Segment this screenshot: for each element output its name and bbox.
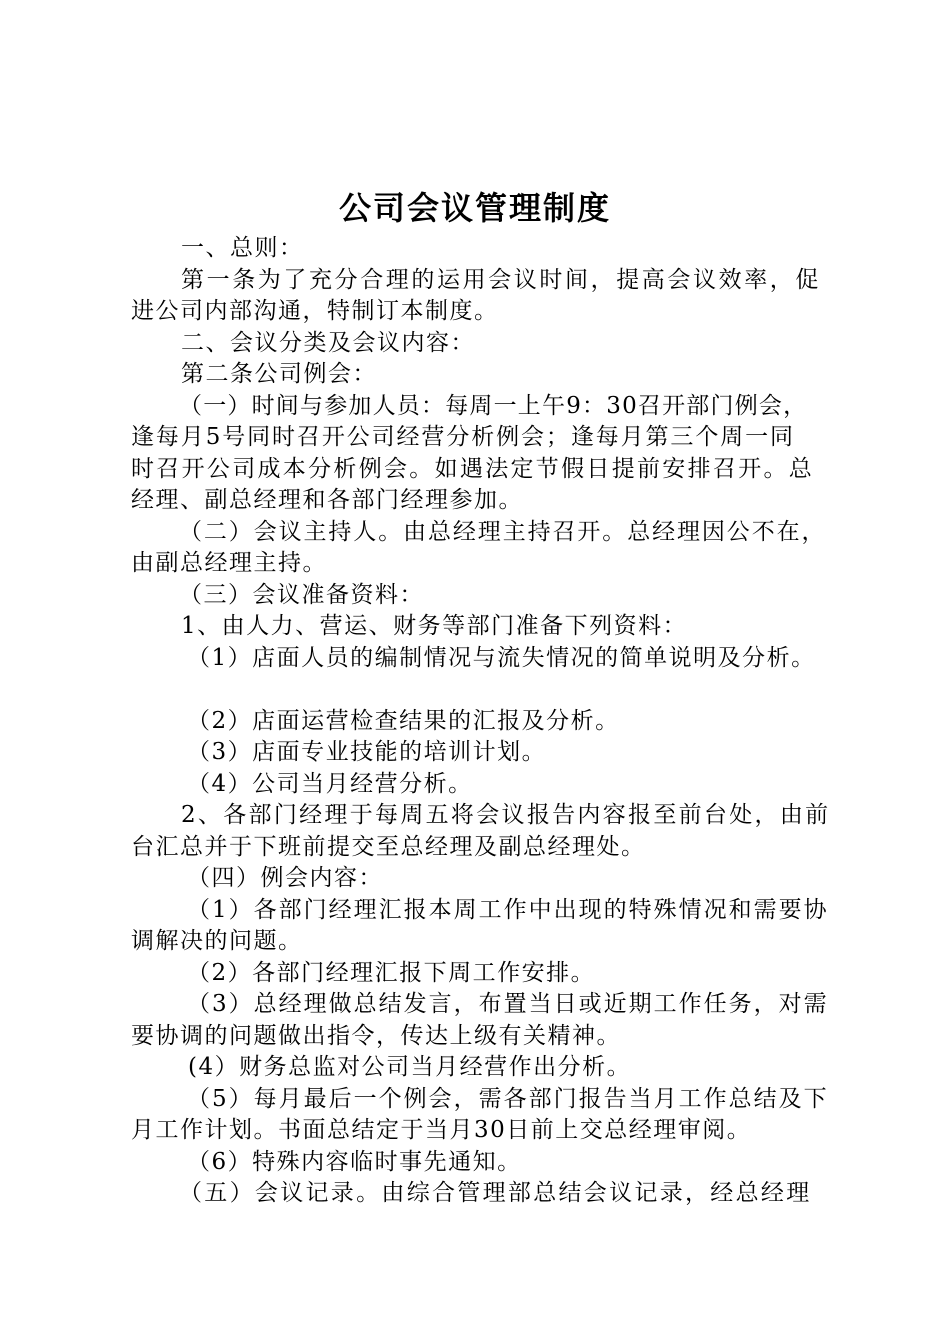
paragraph-line: （三）会议准备资料： (179, 581, 424, 608)
list-item: （3）店面专业技能的培训计划。 (187, 739, 547, 765)
list-item: 1、由人力、营运、财务等部门准备下列资料： (181, 613, 688, 639)
paragraph-line: 时召开公司成本分析例会。如遇法定节假日提前安排召开。总 (131, 455, 815, 482)
list-item: （6）特殊内容临时事先通知。 (187, 1148, 522, 1175)
list-item: （3）总经理做总结发言，布置当日或近期工作任务，对需 (187, 991, 829, 1017)
document-title: 公司会议管理制度 (338, 189, 611, 227)
blank-line (131, 674, 831, 706)
paragraph-line: 逢每月5号同时召开公司经营分析例会；逢每月第三个周一同 (131, 424, 795, 450)
paragraph-line: 进公司内部沟通，特制订本制度。 (131, 298, 499, 324)
paragraph-line: 经理、副总经理和各部门经理参加。 (131, 487, 523, 513)
article-heading: 第二条公司例会： (181, 361, 377, 387)
list-item: （2）各部门经理汇报下周工作安排。 (187, 959, 596, 986)
paragraph-line: 调解决的问题。 (131, 928, 303, 954)
paragraph-line: 台汇总并于下班前提交至总经理及副总经理处。 (131, 833, 646, 860)
document-body (131, 233, 831, 1210)
paragraph-line: 月工作计划。书面总结定于当月30日前上交总经理审阅。 (131, 1117, 752, 1143)
list-item: (4）财务总监对公司当月经营作出分析。 (188, 1054, 632, 1080)
paragraph-line: （一）时间与参加人员：每周一上午9：30召开部门例会， (179, 392, 808, 419)
list-item: （1）店面人员的编制情况与流失情况的简单说明及分析。 (187, 644, 816, 671)
section-heading: 二、会议分类及会议内容： (181, 329, 475, 356)
list-item: 2、各部门经理于每周五将会议报告内容报至前台处，由前 (181, 802, 831, 828)
paragraph-line: 要协调的问题做出指令，传达上级有关精神。 (131, 1022, 621, 1049)
section-heading: 一、总则： (181, 235, 304, 261)
paragraph-line: 由副总经理主持。 (131, 550, 327, 576)
paragraph-line: （四）例会内容： (187, 865, 383, 891)
list-item: （5）每月最后一个例会，需各部门报告当月工作总结及下 (187, 1085, 829, 1112)
paragraph-line: 第一条为了充分合理的运用会议时间，提高会议效率，促 (181, 266, 821, 293)
paragraph-line: （五）会议记录。由综合管理部总结会议记录，经总经理 (179, 1180, 812, 1206)
list-item: （4）公司当月经营分析。 (187, 770, 473, 797)
paragraph-line: （二）会议主持人。由总经理主持召开。总经理因公不在， (179, 518, 827, 545)
list-item: （2）店面运营检查结果的汇报及分析。 (187, 707, 620, 734)
list-item: （1）各部门经理汇报本周工作中出现的特殊情况和需要协 (187, 896, 829, 923)
